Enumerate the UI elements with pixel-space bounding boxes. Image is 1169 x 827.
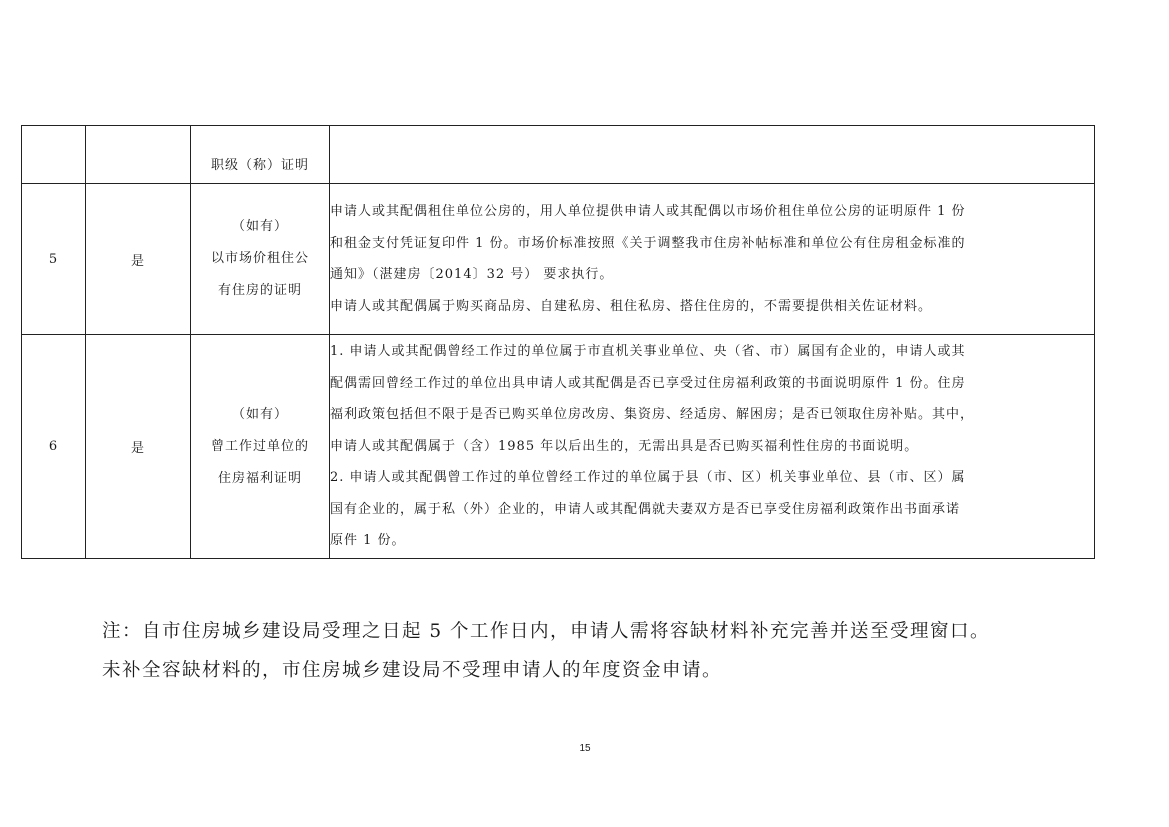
description-line: 和租金支付凭证复印件 1 份。市场价标准按照《关于调整我市住房补帖标准和单位公有住房租金标准的 xyxy=(330,235,966,251)
material-name-cell xyxy=(191,335,330,559)
page-number: 15 xyxy=(579,743,591,754)
description-line: 福利政策包括但不限于是否已购买单位房改房、集资房、经适房、解困房；是否已领取住房补贴。其中， xyxy=(330,407,975,423)
required-cell: 是 xyxy=(86,335,191,559)
description-line: 1. 申请人或其配偶曾经工作过的单位属于市直机关事业单位、央（省、市）属国有企业的，申请人或其 xyxy=(330,344,966,360)
materials-table xyxy=(21,125,1095,559)
material-name-line: 有住房的证明 xyxy=(217,283,302,298)
table-row xyxy=(22,184,1095,335)
required-cell xyxy=(86,126,191,184)
description-line: 申请人或其配偶租住单位公房的，用人单位提供申请人或其配偶以市场价租住单位公房的证明原件 1 份 xyxy=(330,204,966,219)
note-paragraph xyxy=(102,612,1082,690)
material-name-cell xyxy=(191,184,330,335)
table-row xyxy=(22,335,1095,559)
table-row xyxy=(22,126,1095,184)
material-description-cell xyxy=(330,335,1095,559)
description-line: 配偶需回曾经工作过的单位出具申请人或其配偶是否已享受过住房福利政策的书面说明原件 1 份。住房 xyxy=(330,375,966,391)
required-cell: 是 xyxy=(86,184,191,335)
row-number-cell: 5 xyxy=(22,184,86,335)
description-line: 通知》（湛建房〔2014〕32 号） 要求执行。 xyxy=(330,267,614,282)
row-number-cell: 6 xyxy=(22,335,86,559)
row-number-cell xyxy=(22,126,86,184)
material-name-cell xyxy=(191,126,330,184)
note-line: 注：自市住房城乡建设局受理之日起 5 个工作日内，申请人需将容缺材料补充完善并送至受理窗口。 xyxy=(102,621,991,642)
description-line: 国有企业的，属于私（外）企业的，申请人或其配偶就夫妻双方是否已享受住房福利政策作出书面承诺 xyxy=(330,501,961,517)
material-description-cell xyxy=(330,126,1095,184)
material-name-line: （如有） xyxy=(231,219,288,234)
note-line: 未补全容缺材料的，市住房城乡建设局不受理申请人的年度资金申请。 xyxy=(102,660,723,681)
material-name-line: 以市场价租住公 xyxy=(210,251,309,266)
material-description-cell xyxy=(330,184,1095,335)
material-name-line: 曾工作过单位的 xyxy=(210,438,309,454)
material-name-line: 住房福利证明 xyxy=(217,470,302,486)
description-line: 原件 1 份。 xyxy=(330,533,406,549)
description-line: 2. 申请人或其配偶曾工作过的单位曾经工作过的单位属于县（市、区）机关事业单位、县（市、区）属 xyxy=(330,470,966,486)
description-line: 申请人或其配偶属于购买商品房、自建私房、租住私房、搭住住房的，不需要提供相关佐证材料。 xyxy=(330,298,933,314)
description-line: 申请人或其配偶属于（含）1985 年以后出生的，无需出具是否已购买福利性住房的书面说明。 xyxy=(330,438,919,454)
material-name-line: 职级（称）证明 xyxy=(210,158,309,173)
material-name-line: （如有） xyxy=(231,406,288,422)
